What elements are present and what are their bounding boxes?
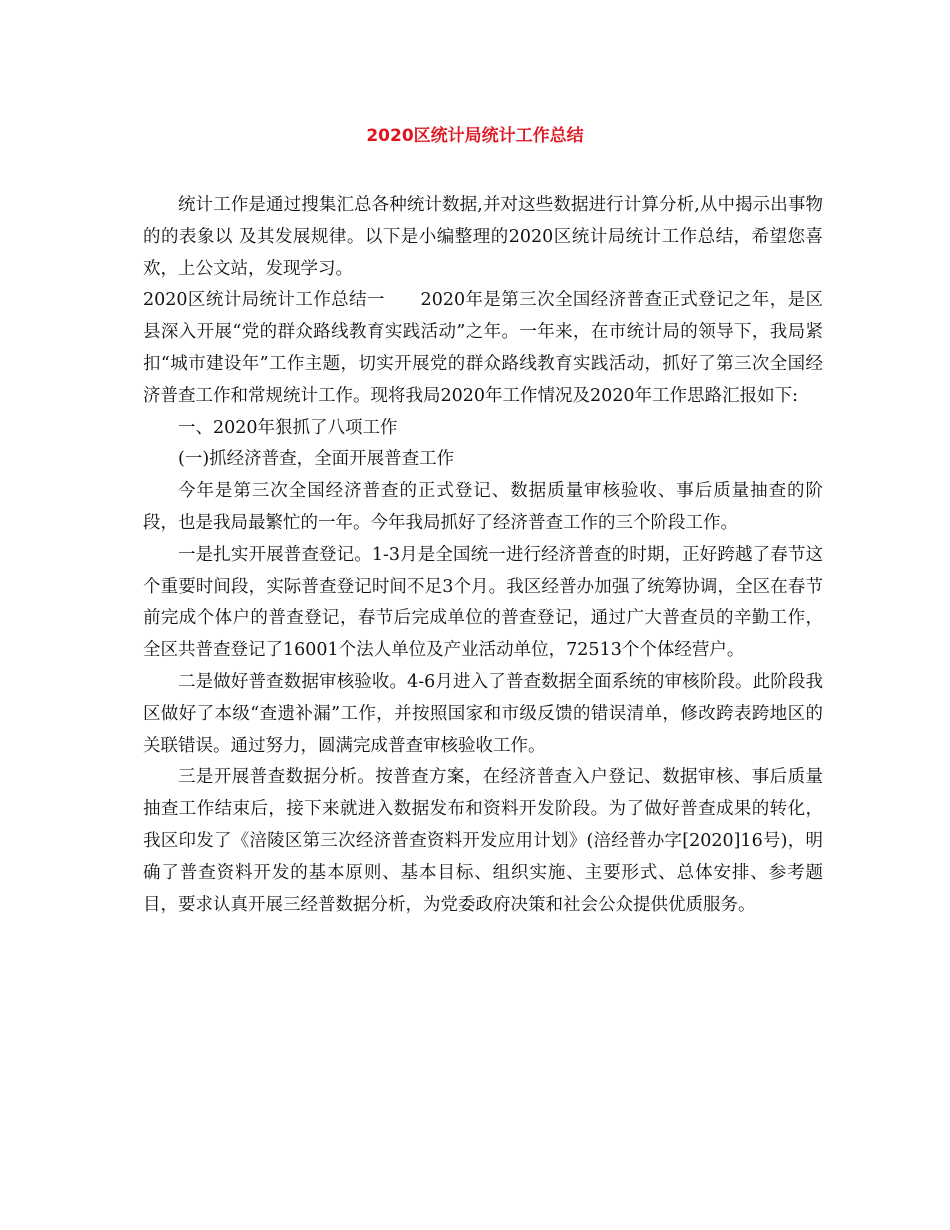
paragraph: 三是开展普查数据分析。按普查方案，在经济普查入户登记、数据审核、事后质量抽查工作结束后，接下来就进入数据发布和资料开发阶段。为了做好普查成果的转化，我区印发了《涪陵区第三次经济普查资料开发应用计划》(涪经普办字[2020]16号)，明确了普查资料开发的基本原则、基本目标、组织实施、主要形式、总体安排、参考题目，要求认真开展三经普数据分析，为党委政府决策和社会公众提供优质服务。 (143, 767, 823, 915)
section-heading: 一、2020年狠抓了八项工作 (178, 417, 398, 438)
subsection-heading: (一)抓经济普查，全面开展普查工作 (178, 449, 455, 470)
paragraph-summary-heading: 2020区统计局统计工作总结一 2020年是第三次全国经济普查正式登记之年，是区县深入开展“党的群众路线教育实践活动”之年。一年来，在市统计局的领导下，我局紧扣“城市建设年”工作主题，切实开展党的群众路线教育实践活动，抓好了第三次全国经济普查工作和常规统计工作。现将我局2020年工作情况及2020年工作思路汇报如下: (143, 290, 823, 406)
paragraph-intro: 统计工作是通过搜集汇总各种统计数据,并对这些数据进行计算分析,从中揭示出事物的的表象以 及其发展规律。以下是小编整理的2020区统计局统计工作总结，希望您喜欢，上公文站，发现学习。 (143, 195, 823, 279)
paragraph: 今年是第三次全国经济普查的正式登记、数据质量审核验收、事后质量抽查的阶段，也是我局最繁忙的一年。今年我局抓好了经济普查工作的三个阶段工作。 (143, 481, 823, 533)
paragraph: 二是做好普查数据审核验收。4-6月进入了普查数据全面系统的审核阶段。此阶段我区做好了本级“查遗补漏”工作，并按照国家和市级反馈的错误清单，修改跨表跨地区的关联错误。通过努力，圆满完成普查审核验收工作。 (143, 671, 823, 756)
document-body (143, 190, 823, 921)
document-title: 2020区统计局统计工作总结 (366, 126, 584, 146)
paragraph: 一是扎实开展普查登记。1-3月是全国统一进行经济普查的时期，正好跨越了春节这个重要时间段，实际普查登记时间不足3个月。我区经普办加强了统筹协调，全区在春节前完成个体户的普查登记，春节后完成单位的普查登记，通过广大普查员的辛勤工作，全区共普查登记了16001个法人单位及产业活动单位，72513个个体经营户。 (143, 544, 823, 661)
